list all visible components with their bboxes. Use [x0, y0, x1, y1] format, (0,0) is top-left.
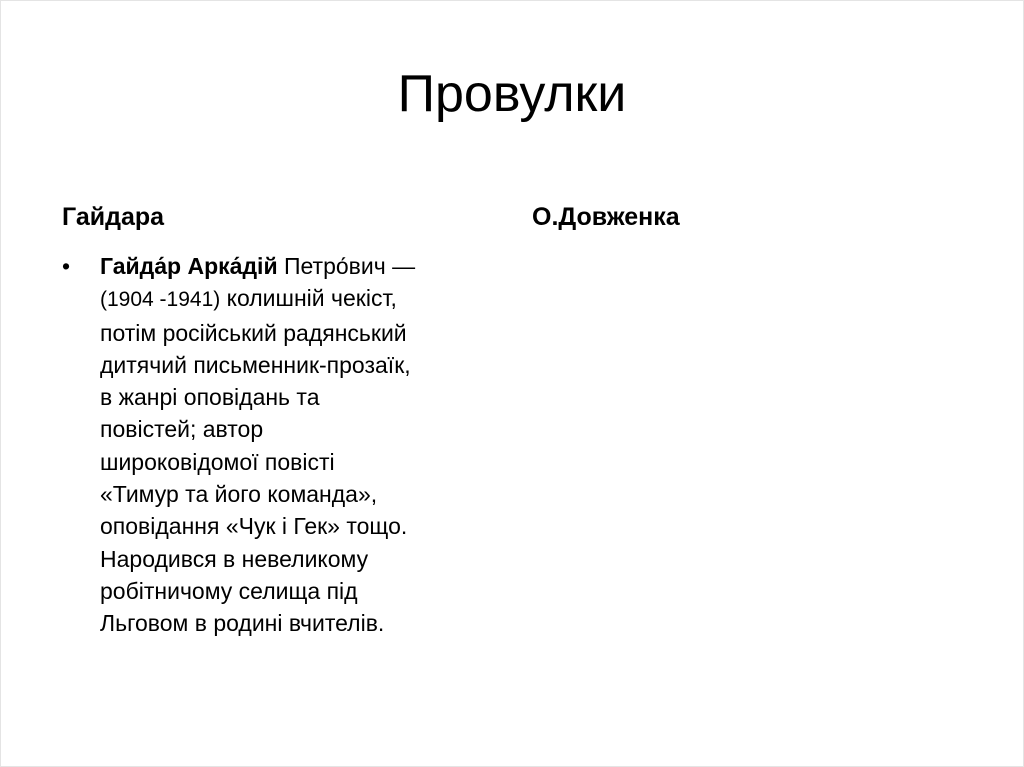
life-years: (1904 -1941) — [100, 288, 221, 312]
right-column-heading: О.Довженка — [532, 203, 680, 231]
person-name: Гайда́р Арка́дій — [100, 253, 278, 279]
bullet-line-2 — [100, 282, 512, 316]
bullet-line-10: Народився в невеликому — [100, 545, 369, 572]
slide-title: Провулки — [397, 65, 627, 123]
bullet-line-3: потім російський радянський — [100, 319, 407, 346]
bullet-text — [100, 250, 512, 640]
person-patronymic: Петро́вич — — [277, 253, 416, 279]
bullet-line-9: оповідання «Чук і Гек» тощо. — [100, 513, 408, 540]
bullet-line-8: «Тимур та його команда», — [100, 481, 378, 508]
bullet-line-1 — [100, 250, 512, 282]
left-column-heading: Гайдара — [62, 203, 165, 231]
bullet-line-5: в жанрі оповідань та — [100, 384, 320, 411]
bullet-line-4: дитячий письменник-прозаїк, — [100, 351, 411, 378]
bullet-line-7: широковідомої повісті — [100, 448, 335, 475]
bullet-line-12: Льговом в родині вчителів. — [100, 610, 385, 637]
bullet-dot-icon: • — [62, 253, 71, 279]
bullet-line-6: повістей; автор — [100, 416, 264, 443]
bullet-item — [62, 250, 512, 640]
bullet-line-2-rest: колишній чекіст, — [220, 285, 397, 312]
bullet-line-11: робітничому селища під — [100, 577, 358, 604]
bullet-list — [62, 250, 512, 640]
